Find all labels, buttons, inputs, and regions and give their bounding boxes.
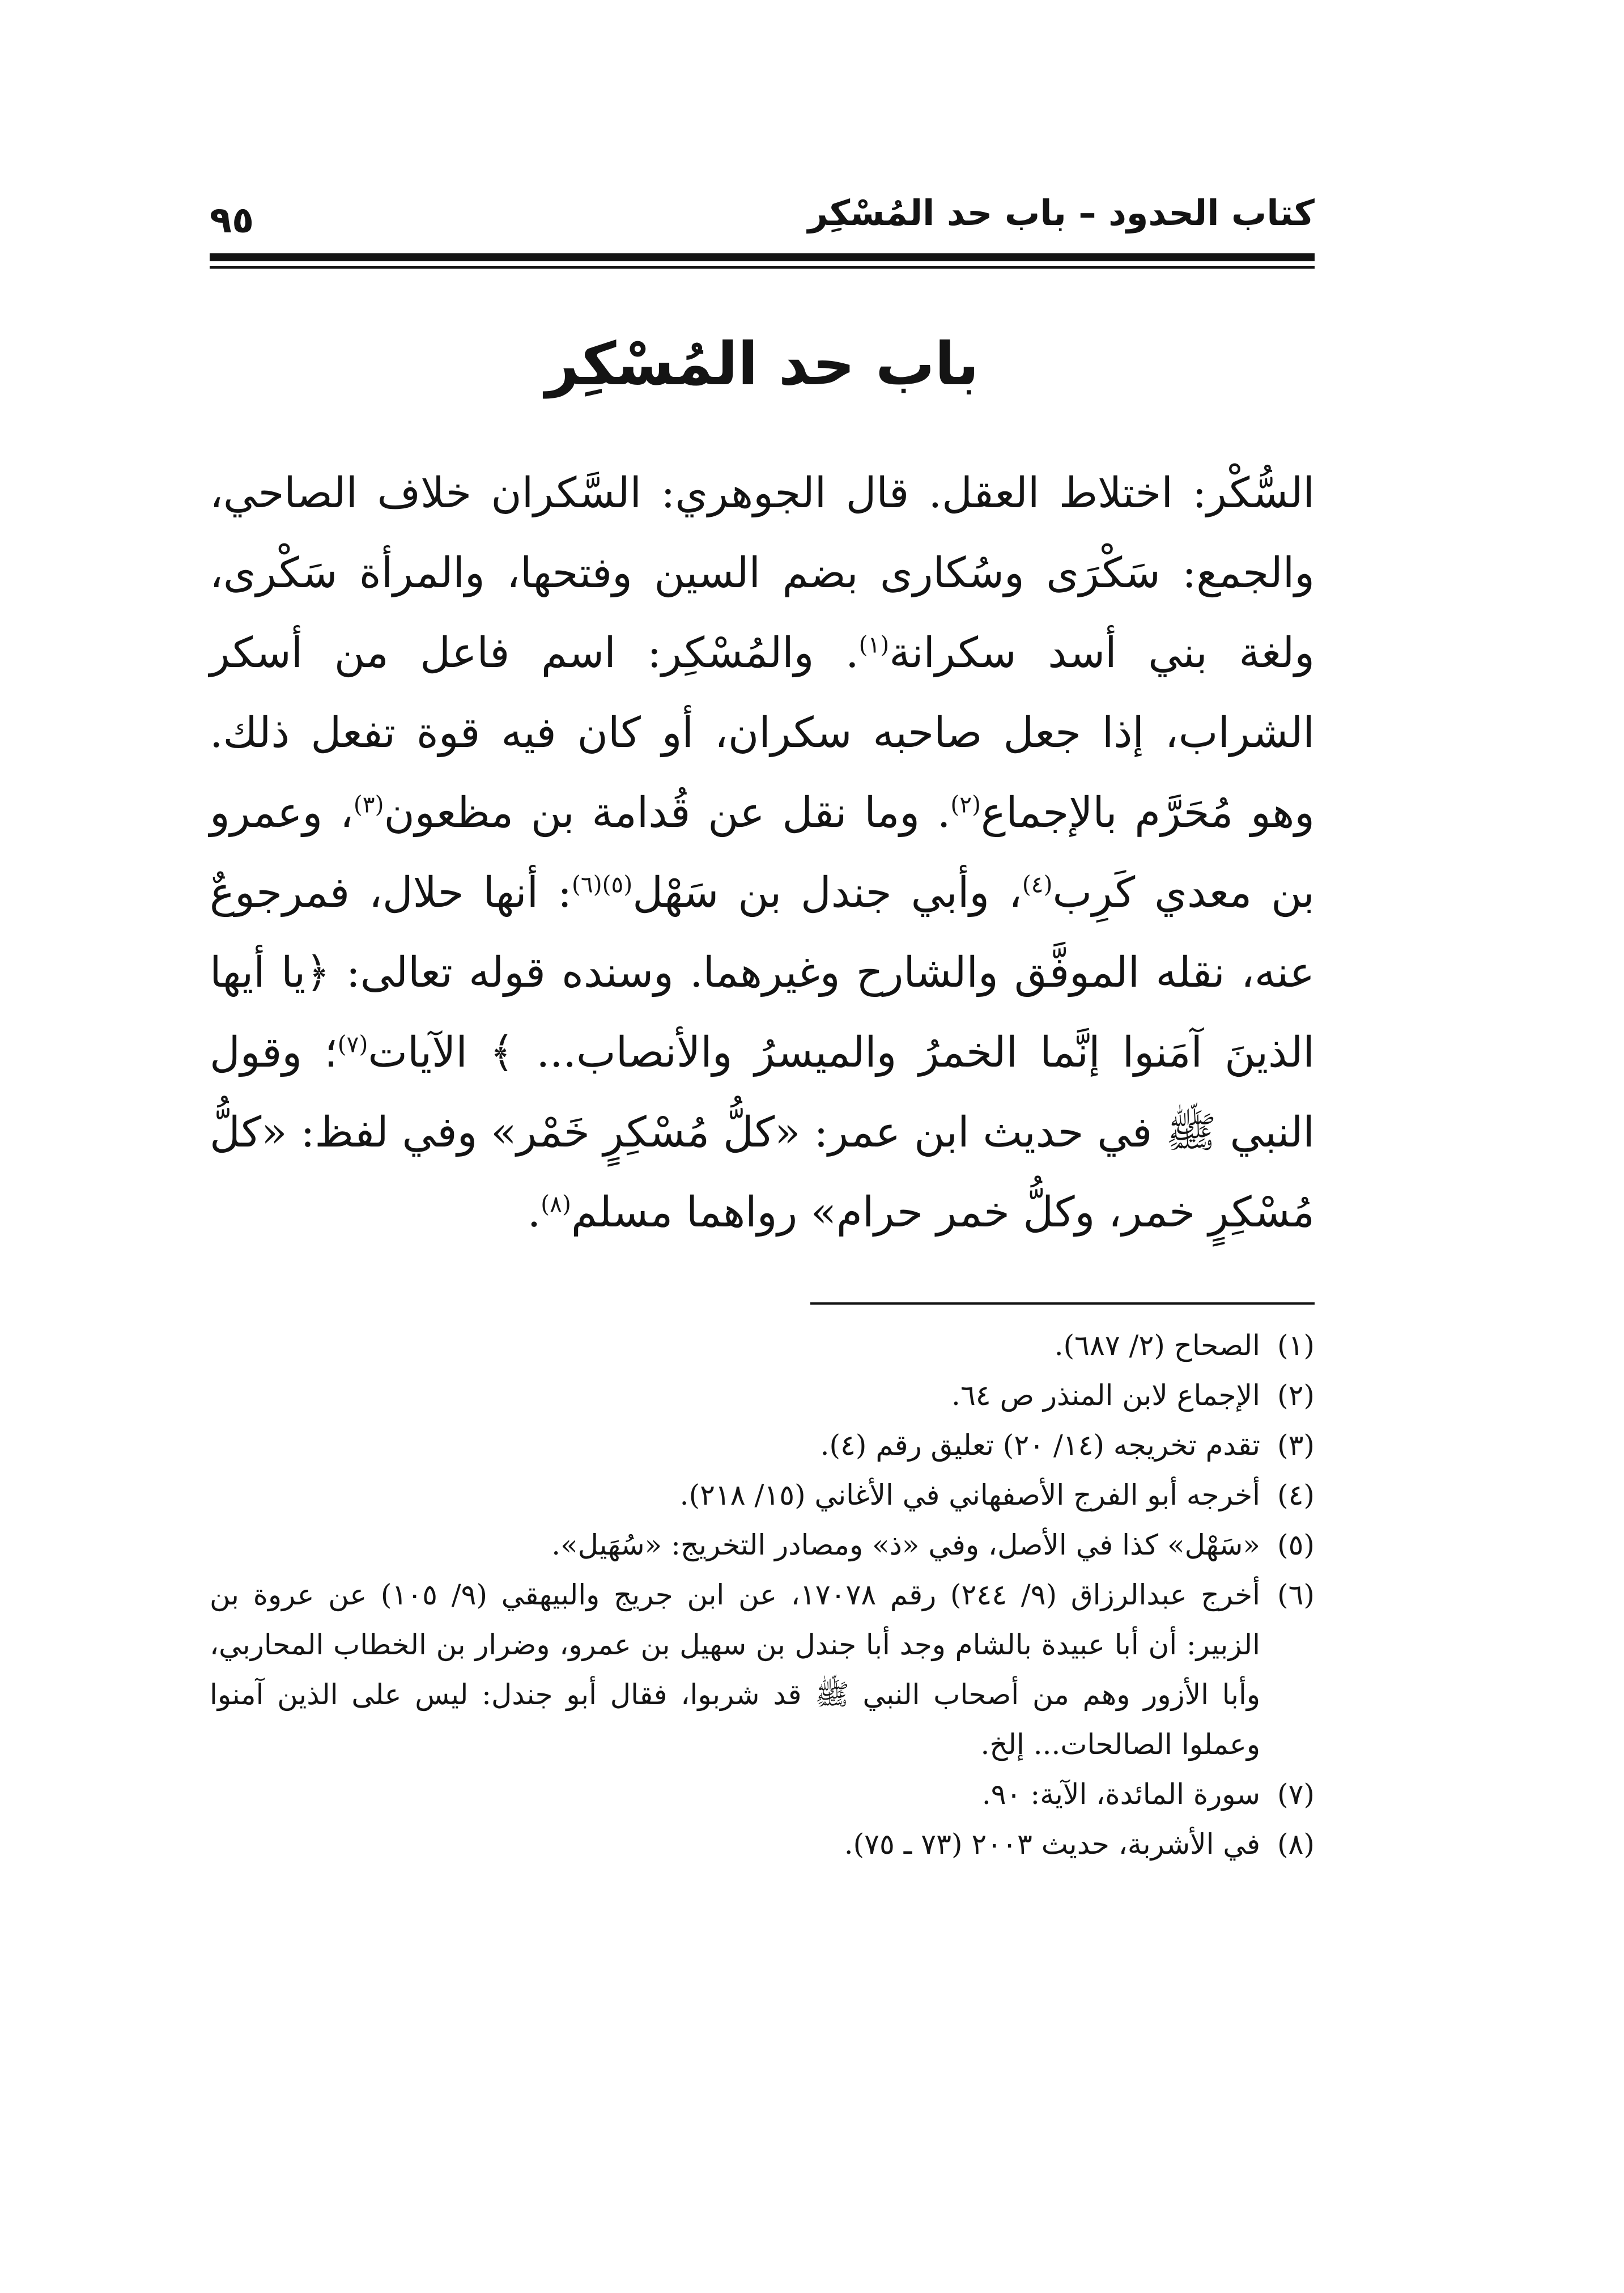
footnote-text: أخرجه أبو الفرج الأصفهاني في الأغاني (١٥/ ٢١٨). <box>679 1479 1260 1511</box>
body-text-part: ، وأبي جندل بن سَهْل <box>632 868 1022 917</box>
footnote-text: سورة المائدة، الآية: ٩٠. <box>981 1778 1260 1811</box>
footnote-text: «سَهْل» كذا في الأصل، وفي «ذ» ومصادر التخريج: «سُهَيل». <box>551 1528 1260 1561</box>
footnote <box>210 1420 1315 1470</box>
footnote <box>210 1320 1315 1370</box>
footnote-number: (٤) <box>1277 1479 1315 1511</box>
header-rule-thick <box>210 253 1315 261</box>
footnote-text: في الأشربة، حديث ٢٠٠٣ (٧٣ ـ ٧٥). <box>844 1828 1260 1861</box>
footnote-number: (٥) <box>1277 1528 1315 1561</box>
page-header <box>210 190 1315 275</box>
footnote <box>210 1769 1315 1819</box>
body-text-part: : أنها حلال، فمرجوعٌ عنه، نقله الموفَّق والشارح وغيرهما. وسنده قوله تعالى: ﴿يا أيها الذينَ آمَنوا إنَّما الخمرُ والميسرُ والأنصاب... ﴾ الآيات <box>210 868 1315 1077</box>
footnote-number: (٣) <box>1277 1429 1315 1462</box>
footnote-ref: (٨) <box>541 1190 571 1218</box>
footnote <box>210 1819 1315 1869</box>
footnote-number: (٢) <box>1277 1379 1315 1412</box>
footnote-number: (٨) <box>1277 1828 1315 1861</box>
footnote-separator <box>810 1302 1315 1305</box>
footnote-text: الصحاح (٢/ ٦٨٧). <box>1054 1329 1260 1362</box>
footnote-text: تقدم تخريجه (١٤/ ٢٠) تعليق رقم (٤). <box>820 1429 1260 1462</box>
footnote-ref: (٥)(٦) <box>572 871 633 898</box>
body-text-part: . وما نقل عن قُدامة بن مظعون <box>384 788 951 837</box>
footnote <box>210 1520 1315 1570</box>
body-text-part: ، وعمرو بن معدي كَرِب <box>210 788 1315 917</box>
footnote-ref: (٣) <box>353 791 384 818</box>
header-rule-thin <box>210 266 1315 269</box>
footnote-ref: (٤) <box>1022 871 1053 898</box>
footnote-number: (١) <box>1277 1329 1315 1362</box>
body-text-part: ؛ وقول النبي ﷺ في حديث ابن عمر: «كلُّ مُسْكِرٍ خَمْر» وفي لفظ: «كلُّ مُسْكِرٍ خمر، وكلُّ خمر حرام» رواهما مسلم <box>210 1028 1315 1237</box>
footnotes <box>210 1320 1315 1869</box>
footnote-ref: (٧) <box>337 1030 368 1058</box>
footnote-text: الإجماع لابن المنذر ص ٦٤. <box>951 1379 1260 1412</box>
footnote-number: (٧) <box>1277 1778 1315 1811</box>
page-number: ٩٥ <box>210 199 254 241</box>
body-text-part: . <box>527 1188 541 1237</box>
running-title: كتاب الحدود – باب حد المُسْكِر <box>807 192 1315 233</box>
footnote-text: أخرج عبدالرزاق (٩/ ٢٤٤) رقم ١٧٠٧٨، عن ابن جريج والبيهقي (٩/ ١٠٥) عن عروة بن الزبير: أن أبا عبيدة بالشام وجد أبا جندل بن سهيل بن عمرو، وضرار بن الخطاب المحاربي، وأبا الأزور وهم من أصحاب النبي ﷺ قد شربوا، فقال أبو جندل: ليس على الذين آمنوا وعملوا الصالحات... إلخ. <box>210 1578 1261 1761</box>
chapter-title: باب حد المُسْكِر <box>545 329 979 398</box>
footnote <box>210 1470 1315 1520</box>
footnote-ref: (٢) <box>950 791 981 818</box>
footnote-number: (٦) <box>1277 1578 1315 1611</box>
main-text <box>210 453 1315 1252</box>
body-text-part: السُّكْر: اختلاط العقل. قال الجوهري: السَّكران خلاف الصاحي، والجمع: سَكْرَى وسُكارى بضم السين وفتحها، والمرأة سَكْرى، ولغة بني أسد سكرانة <box>210 469 1315 677</box>
footnote <box>210 1570 1315 1769</box>
footnote-ref: (١) <box>858 631 890 659</box>
body-text-part: . والمُسْكِر: اسم فاعل من أسكر الشراب، إذا جعل صاحبه سكران، أو كان فيه قوة تفعل ذلك. وهو مُحَرَّم بالإجماع <box>210 629 1315 837</box>
footnote <box>210 1370 1315 1420</box>
